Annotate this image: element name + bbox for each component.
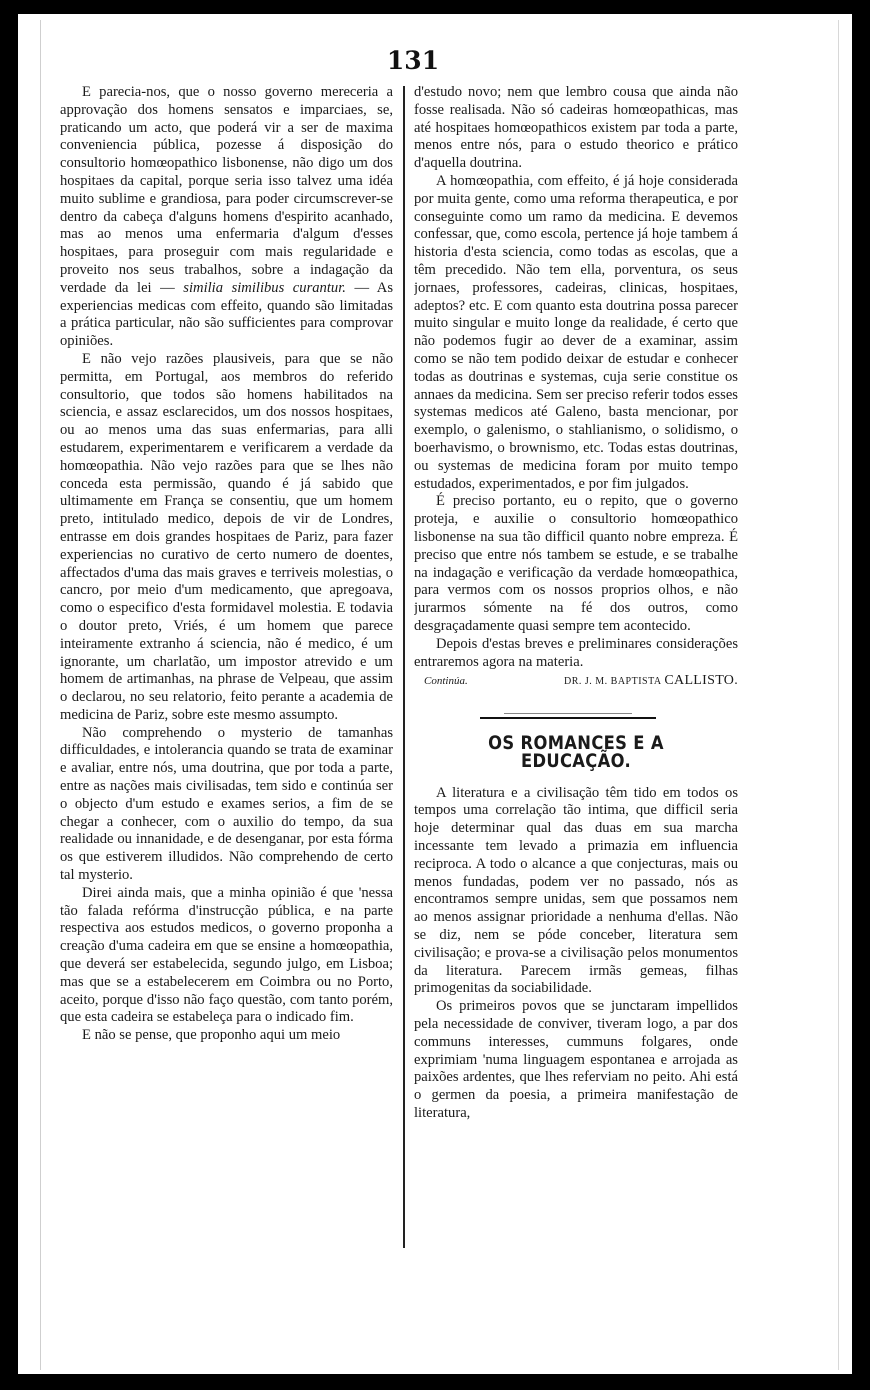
paragraph: Os primeiros povos que se junctaram impellidos pela necessidade de conviver, tiveram logo, a par dos communs interesses, cummuns folgares, onde exprimiam 'numa linguagem espontanea e arrojada as paixões ardentes, que lhes referviam no peito. Ahi está o germen da poesia, a primeira manifestação de literatura, [414, 998, 738, 1122]
article-signature [414, 672, 738, 691]
page-edge-right [838, 20, 839, 1370]
paragraph-text: E parecia-nos, que o nosso governo mereceria a approvação dos homens sensatos e imparciaes, se, praticando um acto, que poderá vir a ser de maxima conveniencia pública, pozesse á disposição do consultorio homœopathico lisbonense, não digo um dos hospitaes da capital, porque seria isso talvez uma idéa muito sublime e grandiosa, para poder circumscrever-se dentro da cabeça d'alguns homens d'espirito acanhado, mas ao menos uma enfermaria d'algum d'esses hospitaes, para proseguir com mais regularidade e proveito nos seus trabalhos, sobre a indagação da verdade da lei — [60, 84, 393, 296]
paragraph-text-continued: — As experiencias medicas com effeito, quando são limitadas a prática particular, não são sufficientes para comprovar opiniões. [60, 279, 393, 350]
scan-border-right [852, 0, 870, 1390]
paragraph: Depois d'estas breves e preliminares considerações entraremos agora na materia. [414, 635, 738, 670]
separator-line-thin [504, 713, 632, 714]
separator-line [480, 717, 656, 719]
paragraph: A homœopathia, com effeito, é já hoje considerada por muita gente, como uma reforma therapeutica, e por conseguinte como um ramo da medicina. E devemos confessar, que, como escola, pertence já hoje tambem á historia d'esta sciencia, como todas as escolas, que a têm precedido. Não tem ella, porventura, os seus jornaes, professores, cadeiras, clinicas, hospitaes, adeptos? etc. E com quanto esta doutrina possa parecer muito singular e muito longe da realidade, é certo que não podemos fugir ao dever de a examinar, assim como se não tem podido deixar de estudar e conhecer todas as doutrinas e systemas, cuja serie constitue os annaes da medicina. Sem ser preciso referir todos esses systemas medicos até Galeno, basta mencionar, por exemplo, o galenismo, o stahlianismo, o solidismo, o boerhavismo, o brownismo, etc. Todas estas doutrinas, ou systemas de medicina foram por muito tempo estudados, experimentados, e por fim julgados. [414, 172, 738, 492]
paragraph: É preciso portanto, eu o repito, que o governo proteja, e auxilie o consultorio homœopathico lisbonense na sua tão difficil quanto nobre empreza. É preciso que entre nós tambem se estude, e se trabalhe na indagação e verificação da verdade homœopathica, para vermos com os nossos proprios olhos, e não jurarmos sómente na fé dos outros, como desgraçadamente quasi sempre tem acontecido. [414, 493, 738, 634]
scan-border-bottom [0, 1374, 870, 1390]
continua-note: Continúa. [424, 675, 468, 688]
author-name [564, 672, 738, 691]
right-column [414, 84, 738, 1252]
scan-border-left [0, 0, 18, 1390]
page-edge-left [40, 20, 41, 1370]
column-divider [403, 86, 405, 1248]
paragraph: E não vejo razões plausiveis, para que se não permitta, em Portugal, aos membros do referido consultorio, que todos são homens habilitados na sciencia, e assaz esclarecidos, um dos nossos hospitaes, ou ao menos uma das suas enfermarias, para alli estudarem, experimentarem e verificarem a verdade da homœopathia. Não vejo razões para que se lhes não conceda esta permissão, quando é já sabido que ultimamente em França se consentiu, que um homem preto, intitulado medico, depois de vir de Londres, entrasse em dois grandes hospitaes de Pariz, para fazer experiencias no curativo de certo numero de doentes, affectados d'uma das mais graves e terriveis molestias, o cancro, por meio d'um medicamento, que apregoava, como o especifico d'esta formidavel molestia. E todavia o doutor preto, Vriés, é um homem que parece inteiramente extranho á sciencia, não é medico, é um ignorante, um charlatão, um impostor atrevido e um homem de artimanhas, na phrase de Velpeau, que assim o declarou, no seu relatorio, feito perante a academia de medicina de Pariz, sobre este mesmo assumpto. [60, 350, 393, 723]
paragraph: E não se pense, que proponho aqui um meio [82, 1027, 341, 1044]
paragraph: Direi ainda mais, que a minha opinião é que 'nessa tão falada refórma d'instrucção pública, e na parte respectiva aos estudos medicos, o governo proponha a creação d'uma cadeira em que se ensine a homœopathia, que deverá ser estabelecida, segundo julgo, em Lisboa; mas que se a estabelecerem em Coimbra ou no Porto, aceito, porque d'isso não faço questão, com tanto porém, que esta cadeira se estabeleça para o indicado fim. [60, 884, 393, 1026]
scan-border-top [0, 0, 870, 14]
author-prefix: DR. J. M. BAPTISTA [563, 676, 662, 688]
paragraph: Não comprehendo o mysterio de tamanhas difficuldades, e intolerancia quando se trata de examinar e avaliar, entre nós, uma doutrina, que por toda a parte, entre as nações mais civilisadas, tem sido e continúa ser o objecto d'um estudo e exames serios, a fim de se chegar a conhecer, com o auxilio do tempo, da sua realidade ou innanidade, e de desenganar, por esta fórma os que estiverem illudidos. Não comprehendo de certo tal mysterio. [60, 724, 393, 884]
section-separator [414, 691, 738, 731]
paragraph: d'estudo novo; nem que lembro cousa que ainda não fosse realisada. Não só cadeiras homœopathicas, mas até hospitaes homœopathicos existem par toda a parte, menos entre nós, para o estudo theorico e prático d'aquella doutrina. [414, 84, 738, 172]
author-surname: CALLISTO. [664, 673, 738, 689]
paragraph [60, 84, 393, 351]
section-title: OS ROMANCES E A EDUCAÇÃO. [488, 732, 664, 772]
paragraph: A literatura e a civilisação têm tido em todos os tempos uma correlação tão intima, que difficil seria hoje determinar qual das duas em sua marcha incessante tem levado a primazia em influencia reciproca. A todo o alcance a que conjecturas, mais ou menos fundadas, podem ver no passado, nós as encontramos sempre unidas, sem que possamos nem ao menos assignar prioridade a nenhuma d'ellas. Não se diz, nem se póde conceber, literatura sem civilisação; e prova-se a civilisação pelos monumentos da literatura. Parecem irmãs gemeas, filhas primogenitas da sociabilidade. [414, 784, 738, 997]
law-quote: similia similibus curantur. [183, 279, 346, 296]
left-column [60, 84, 393, 1252]
page-number: 131 [386, 46, 440, 75]
